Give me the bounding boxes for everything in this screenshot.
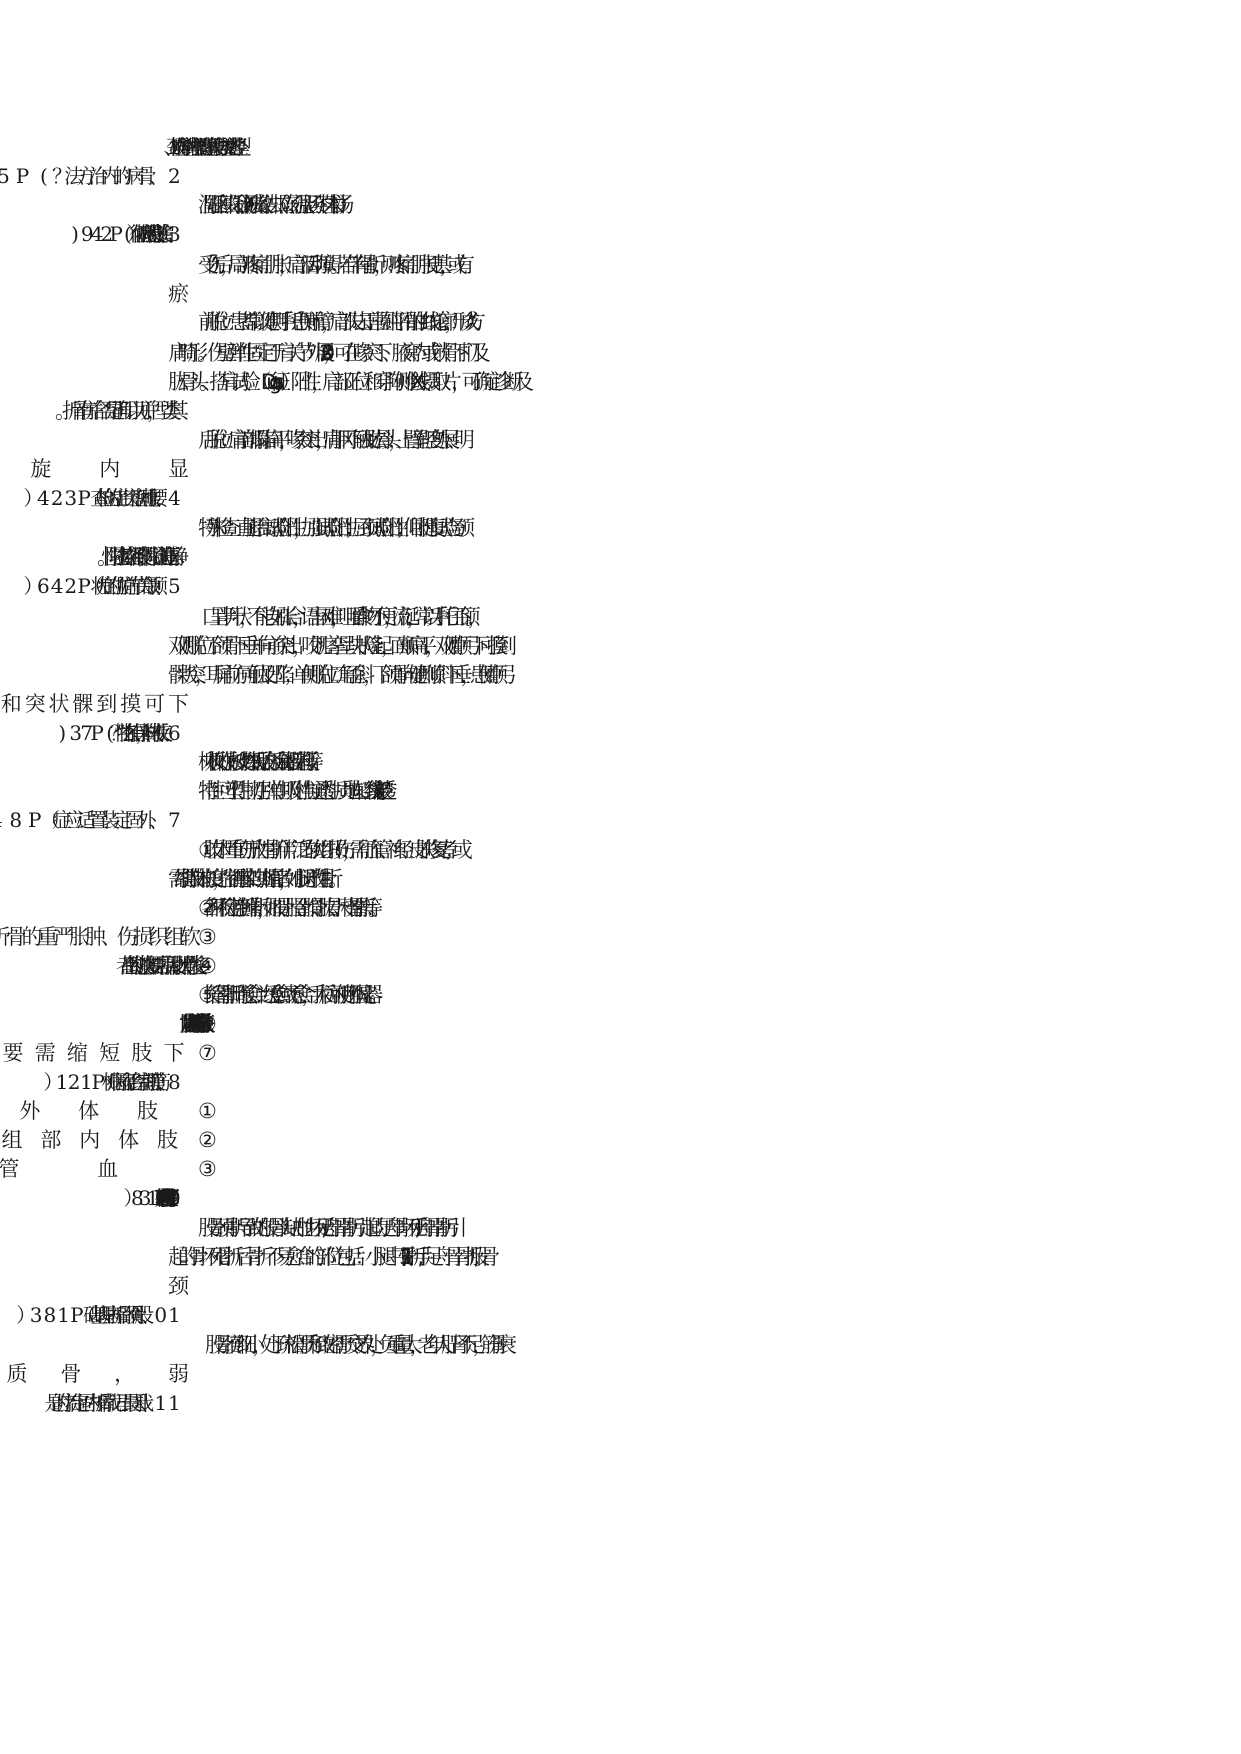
question-heading <box>168 160 1241 192</box>
answer-text <box>198 1008 1241 1040</box>
answer-text: 需维持肢体的长度，控制骨感染的二期植骨者，如小腿开放性骨折。 <box>168 867 334 891</box>
answer-text: 温阳驱寒法（阳和汤）、祛痰散结法（二陈汤、温胆汤、苓桂术甘汤） <box>198 193 344 217</box>
answer-text: 双侧脱位下颌骨下垂并向前突出，咬肌痉挛呈块状隆起，面颊扁平，双侧颧弓下可摸到 <box>168 634 505 658</box>
answer-text <box>198 1037 1241 1069</box>
question-heading <box>168 570 1241 602</box>
answer-text <box>198 921 1241 953</box>
question-heading <box>168 1182 1241 1214</box>
answer-text: ①肢体严重的开放性骨折伴广泛的软组织损伤，需行血管、神经、皮肤修复者；或 <box>198 838 460 862</box>
answer-text: 特殊检查：直腿抬高试验阳性，加强试验阳性；屈颈试验阳性；仰卧挺腹试验与颈 <box>198 516 462 540</box>
answer-text <box>198 1153 1241 1185</box>
answer-text <box>168 453 1241 485</box>
answer-text: ②各种不稳定性新鲜骨折，如股骨、胫骨、髌骨、肱骨、尺桡骨骨折等。 <box>198 896 374 920</box>
answer-text: 股骨颈骨折导致的股骨头缺血性坏死,足舟骨骨折引起的足舟骨坏死,手舟骨骨折引 <box>198 1216 455 1240</box>
question-heading <box>168 482 1241 514</box>
question-heading <box>168 218 1241 250</box>
question-heading <box>168 717 1241 749</box>
answer-text: 柳木板、竹板、杉树皮、厚纸板、胶合板、金属铝板、塑料板等。 <box>198 750 311 774</box>
answer-text <box>198 1095 1241 1127</box>
answer-text: 特性：可塑性、韧性、弹性、吸附性与通透性、质地宜轻、能被 X 线穿透 <box>198 779 384 803</box>
answer-text: 髁状突，耳屏前方可触及凹陷；单侧脱位口角歪斜，下颌骨向健侧倾斜下垂，患侧颧弓 <box>168 663 505 687</box>
question-heading <box>168 804 1241 836</box>
answer-text: 起的骨坏死.骨折后骨折不易愈合的部位包括：小腿中下 1/3 骨折,手足舟骨骨折,股骨 <box>168 1245 490 1269</box>
answer-text: 口呈半开状，不能自如张合，语言困难，咀嚼食物不便，流涎，常以手托住下颌，。 <box>201 605 473 629</box>
answer-text: 股骨颈部细小，处于疏松骨质和致密骨质交界处，负重量大，老年人肝肾不足，筋骨衰 <box>205 1333 504 1357</box>
question-heading: 1、颈椎病分型：神经根型、脊髓型、椎动脉型、交感神经型 <box>168 135 235 159</box>
answer-text: ⑤长管骨骨折畸形愈合、迟缓愈合或不愈合，手术后亦可使用外固定器。 <box>198 983 374 1007</box>
answer-text <box>168 541 1241 573</box>
question-heading <box>168 1066 1241 1098</box>
answer-text: 前脱位：患者常以健侧手托患侧前臂，肩部失去正常圆钝平滑的曲线轮廓，形成“方 <box>198 310 473 334</box>
answer-text <box>198 1124 1241 1156</box>
answer-text <box>168 1358 1241 1390</box>
answer-text <box>168 395 1241 427</box>
answer-text <box>168 1270 1241 1302</box>
answer-text <box>168 688 1241 720</box>
answer-text <box>198 950 1241 982</box>
answer-text: 后脱位：肩前部塌陷扁平，喙突突出，肩胛冈下触及肱骨头，上臂呈轻度外展、明 <box>198 428 462 452</box>
answer-text: 肱骨头。搭肩试验（Dugas 征）阳性，肩部正位和穿胸侧位 X 线摄取片，可确定诊断及 <box>168 370 524 394</box>
question-heading <box>168 1387 1241 1419</box>
question-heading <box>168 1299 1241 1331</box>
answer-text: 肩”畸形。伤璧弹性固定于肩关节外展 20°-30°，可在喙突下、腋窝内或锁骨下扪及 <box>168 341 480 365</box>
answer-text: 受伤后，局部疼痛、肿胀，肩部活动障碍。若伴有骨折，则疼痛、肿胀更甚，或有 <box>198 253 462 277</box>
